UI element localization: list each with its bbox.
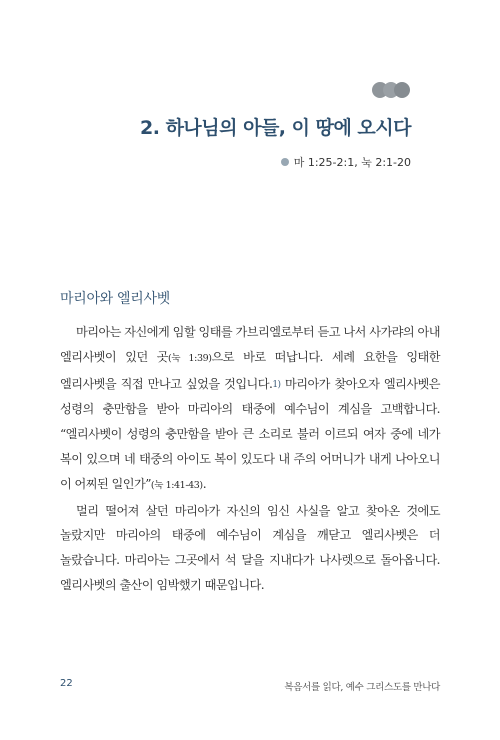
chapter-ornament-icon	[372, 82, 410, 98]
scripture-reference-text: 마 1:25-2:1, 눅 2:1-20	[293, 156, 411, 169]
citation: (눅 1:39)	[168, 352, 212, 364]
bullet-icon	[281, 158, 289, 166]
page-number: 22	[60, 678, 73, 689]
ornament-circle	[394, 82, 410, 98]
body-text	[60, 320, 440, 598]
footnote-reference[interactable]: 1)	[272, 379, 281, 390]
citation: (눅 1:41-43)	[150, 479, 203, 491]
section-heading: 마리아와 엘리사벳	[60, 291, 170, 307]
chapter-title: 2. 하나님의 아들, 이 땅에 오시다	[140, 117, 411, 139]
running-footer: 복음서를 읽다, 예수 그리스도를 만나다	[284, 682, 440, 693]
scripture-reference	[281, 154, 411, 170]
paragraph: 마리아는 자신에게 임할 잉태를 가브리엘로부터 듣고 나서 사가랴의 아내 엘리사벳이 있던 곳(눅 1:39)으로 바로 떠납니다. 세례 요한을 잉태한 엘리사벳을 직접 만나고 싶었을 것입니다.1) 마리아가 찾아오자 엘리사벳은 성령의 충만함을 받아 마리아의 태중에 예수님이 계심을 고백합니다. “엘리사벳이 성령의 충만함을 받아 큰 소리로 불러 이르되 여자 중에 네가 복이 있으며 네 태중의 아이도 복이 있도다 내 주의 어머니가 내게 나아오니 이 어찌된 일인가”(눅 1:41-43).	[60, 325, 440, 491]
paragraph: 멀리 떨어져 살던 마리아가 자신의 임신 사실을 알고 찾아온 것에도 놀랐지만 마리아의 태중에 예수님이 계심을 깨닫고 엘리사벳은 더 놀랐습니다. 마리아는 그곳에서 석 달을 지내다가 나사렛으로 돌아옵니다. 엘리사벳의 출산이 임박했기 때문입니다.	[60, 503, 440, 592]
